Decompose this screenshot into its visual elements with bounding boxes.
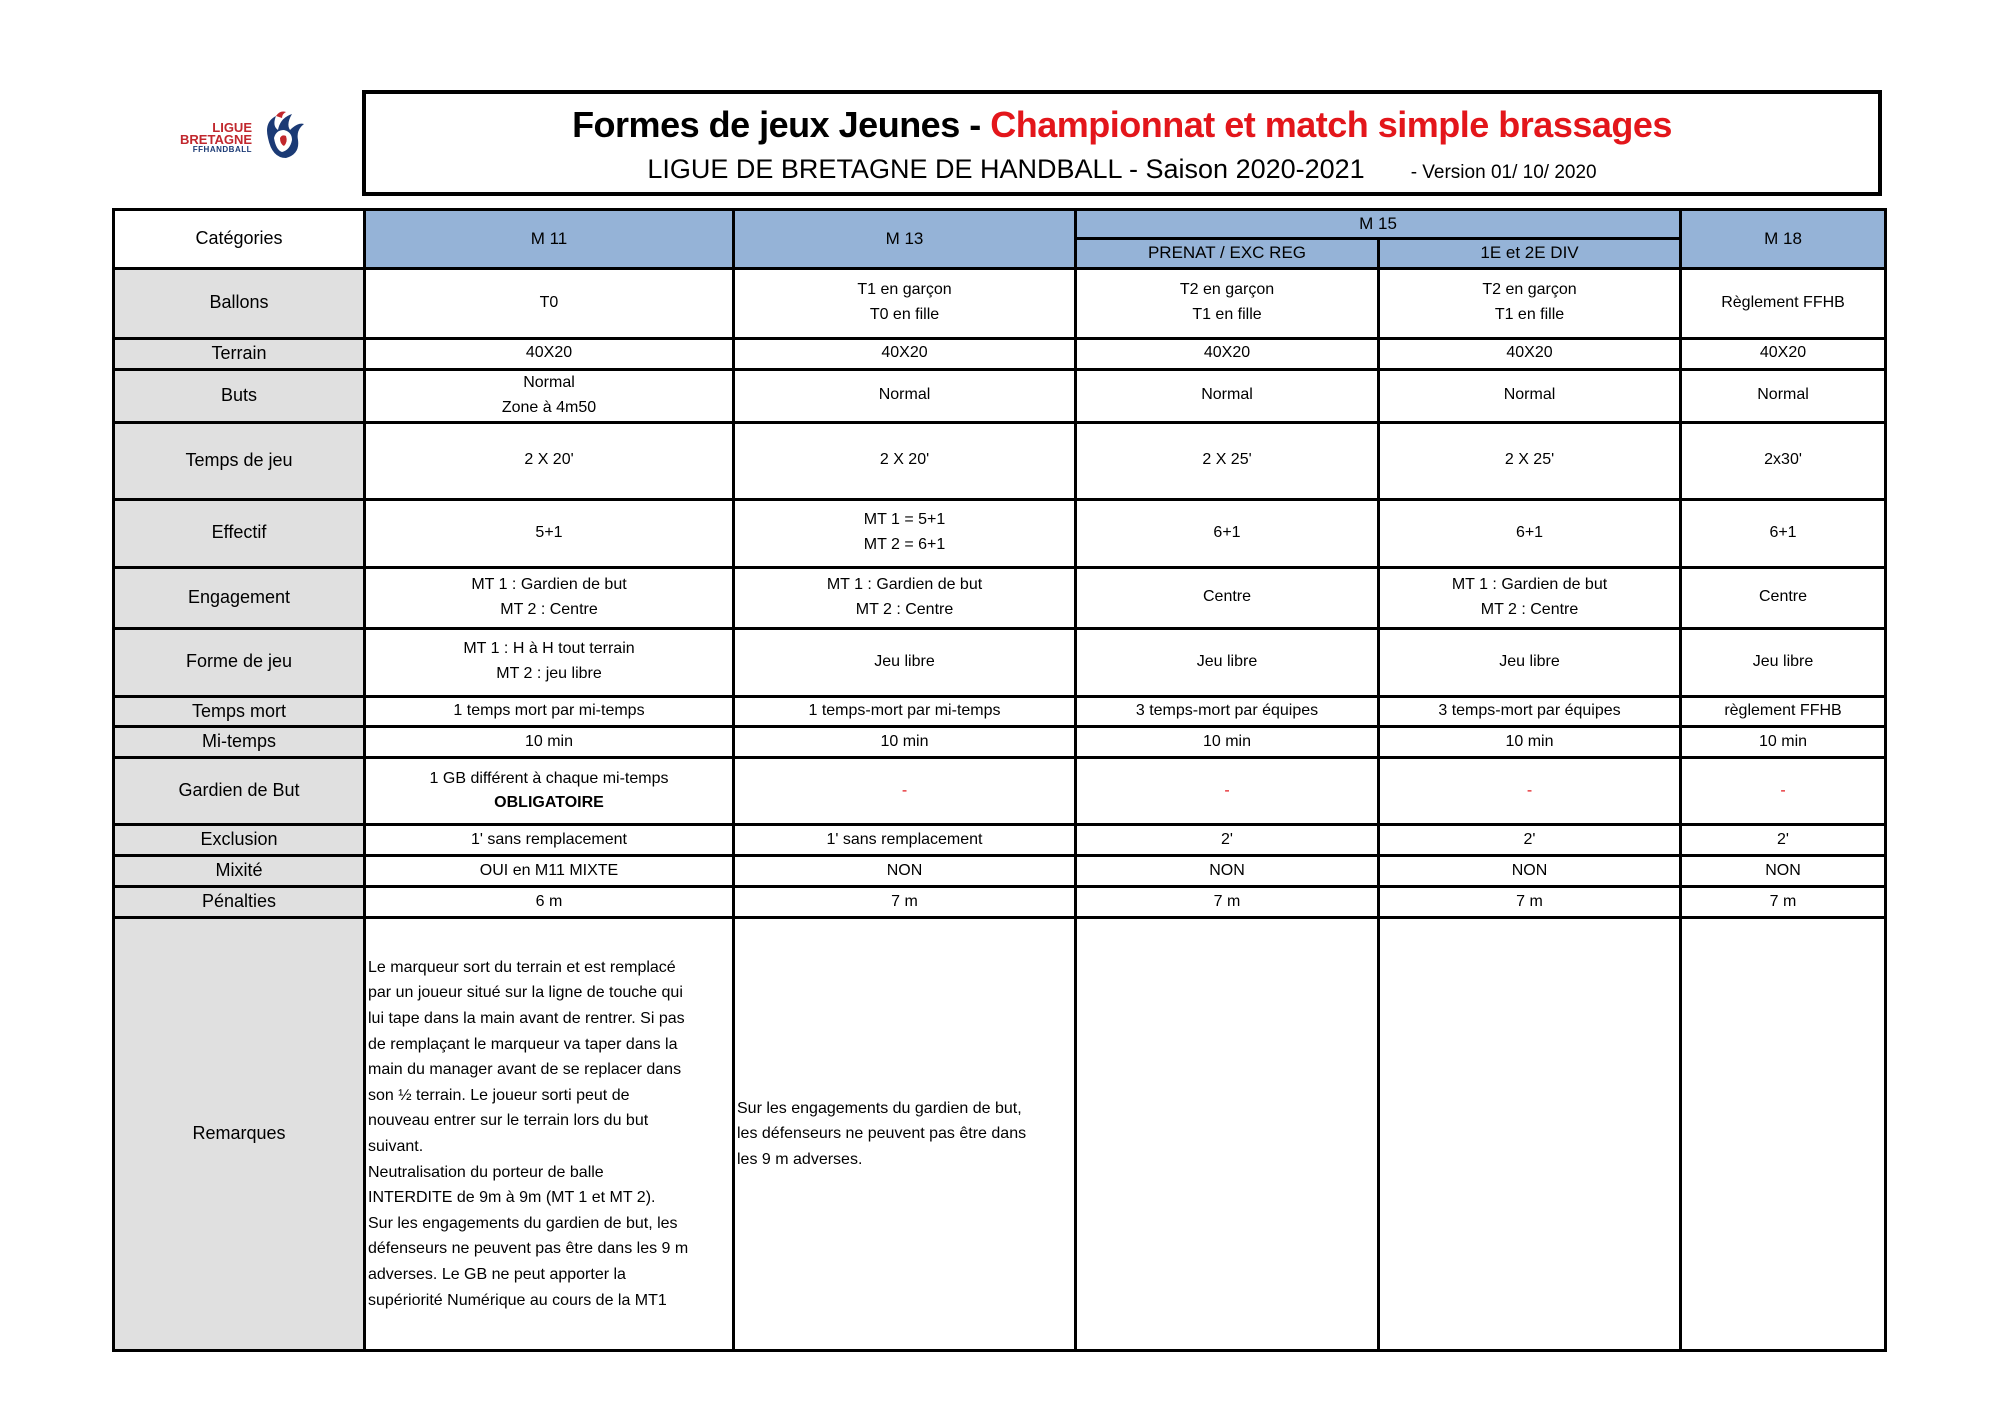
cell-m13: 10 min <box>734 727 1076 758</box>
row-label: Mixité <box>114 856 365 887</box>
cell-m15b: NON <box>1379 856 1681 887</box>
cell-m13: MT 1 = 5+1 MT 2 = 6+1 <box>734 499 1076 567</box>
cell-m18: Règlement FFHB <box>1681 268 1886 338</box>
cell-m15b: MT 1 : Gardien de but MT 2 : Centre <box>1379 567 1681 628</box>
table-row-ballons <box>114 268 1886 338</box>
cell-m13-remarks: Sur les engagements du gardien de but, les défenseurs ne peuvent pas être dans les 9 m adverses. <box>734 918 1076 1351</box>
row-label: Forme de jeu <box>114 628 365 696</box>
row-label: Temps mort <box>114 696 365 727</box>
table-row-mi-temps <box>114 727 1886 758</box>
cell-m18: 2x30' <box>1681 422 1886 499</box>
cell-m15b: 10 min <box>1379 727 1681 758</box>
cell-m15a-remarks <box>1076 918 1379 1351</box>
cell-m18: 2' <box>1681 825 1886 856</box>
cell-m15a: 10 min <box>1076 727 1379 758</box>
document-title <box>366 104 1878 146</box>
header-categories: Catégories <box>114 210 365 269</box>
cell-m11: OUI en M11 MIXTE <box>365 856 734 887</box>
cell-m15b: 3 temps-mort par équipes <box>1379 696 1681 727</box>
cell-m11: 2 X 20' <box>365 422 734 499</box>
row-label: Remarques <box>114 918 365 1351</box>
row-label: Ballons <box>114 268 365 338</box>
cell-m11: 6 m <box>365 887 734 918</box>
cell-m15a: 2' <box>1076 825 1379 856</box>
cell-m18: 40X20 <box>1681 338 1886 369</box>
row-label: Temps de jeu <box>114 422 365 499</box>
document-subtitle <box>366 154 1878 185</box>
table-row-forme-de-jeu <box>114 628 1886 696</box>
table-row-effectif <box>114 499 1886 567</box>
row-label: Effectif <box>114 499 365 567</box>
table-row-engagement <box>114 567 1886 628</box>
cell-m18: Jeu libre <box>1681 628 1886 696</box>
cell-m18: Normal <box>1681 369 1886 422</box>
table-row-penalties <box>114 887 1886 918</box>
cell-m15b: - <box>1379 758 1681 825</box>
rules-table <box>112 208 1887 1352</box>
header-m15-prenat: PRENAT / EXC REG <box>1076 239 1379 268</box>
cell-m11: MT 1 : Gardien de but MT 2 : Centre <box>365 567 734 628</box>
cell-m13: Jeu libre <box>734 628 1076 696</box>
cell-m15b: 6+1 <box>1379 499 1681 567</box>
title-red-part: Championnat et match simple brassages <box>990 104 1672 145</box>
row-label: Gardien de But <box>114 758 365 825</box>
table-row-remarques <box>114 918 1886 1351</box>
cell-m11: T0 <box>365 268 734 338</box>
cell-m15a: 2 X 25' <box>1076 422 1379 499</box>
logo-line-1: LIGUE <box>212 120 252 135</box>
cell-m18-remarks <box>1681 918 1886 1351</box>
cell-m18: 6+1 <box>1681 499 1886 567</box>
cell-m13: 2 X 20' <box>734 422 1076 499</box>
cell-m15b: 2' <box>1379 825 1681 856</box>
cell-m15a: NON <box>1076 856 1379 887</box>
cell-m13: T1 en garçon T0 en fille <box>734 268 1076 338</box>
cell-m18: Centre <box>1681 567 1886 628</box>
cell-m11: 10 min <box>365 727 734 758</box>
logo-line-3: FFHANDBALL <box>192 145 252 154</box>
cell-m11: 40X20 <box>365 338 734 369</box>
cell-m11: Normal Zone à 4m50 <box>365 369 734 422</box>
row-label: Pénalties <box>114 887 365 918</box>
cell-m18: 7 m <box>1681 887 1886 918</box>
table-header-row <box>114 210 1886 239</box>
logo-line-2: BRETAGNE <box>180 132 252 147</box>
cell-m11-remarks: Le marqueur sort du terrain et est remplacé par un joueur situé sur la ligne de touche qui lui tape dans la main avant de rentrer. Si pas de remplaçant le marqueur va taper dans la main du manager avant de se replacer dans son ½ terrain. Le joueur sorti peut de nouveau entrer sur le terrain lors du but suivant. Neutralisation du porteur de balle INTERDITE de 9m à 9m (MT 1 et MT 2). Sur les engagements du gardien de but, les défenseurs ne peuvent pas être dans les 9 m adverses. Le GB ne peut apporter la supériorité Numérique au cours de la MT1 <box>365 918 734 1351</box>
row-label: Exclusion <box>114 825 365 856</box>
cell-m15a: T2 en garçon T1 en fille <box>1076 268 1379 338</box>
cell-m13: NON <box>734 856 1076 887</box>
cell-m11: 1' sans remplacement <box>365 825 734 856</box>
cell-m11: 1 GB différent à chaque mi-temps OBLIGATOIRE <box>365 758 734 825</box>
cell-m15b: 2 X 25' <box>1379 422 1681 499</box>
cell-m15b: T2 en garçon T1 en fille <box>1379 268 1681 338</box>
table-row-buts <box>114 369 1886 422</box>
cell-m15a: 6+1 <box>1076 499 1379 567</box>
cell-m11: 5+1 <box>365 499 734 567</box>
cell-m18: NON <box>1681 856 1886 887</box>
version-text: - Version 01/ 10/ 2020 <box>1410 162 1597 183</box>
row-label: Buts <box>114 369 365 422</box>
ligue-bretagne-logo <box>158 104 308 164</box>
cell-m15b: Jeu libre <box>1379 628 1681 696</box>
cell-m13: 1 temps-mort par mi-temps <box>734 696 1076 727</box>
cell-m13: - <box>734 758 1076 825</box>
header-m15: M 15 <box>1076 210 1681 239</box>
row-label: Mi-temps <box>114 727 365 758</box>
cell-m15a: 40X20 <box>1076 338 1379 369</box>
cell-m15b: 7 m <box>1379 887 1681 918</box>
cell-m18: règlement FFHB <box>1681 696 1886 727</box>
header-m18: M 18 <box>1681 210 1886 269</box>
cell-m15b-remarks <box>1379 918 1681 1351</box>
table-row-gardien <box>114 758 1886 825</box>
cell-m18: - <box>1681 758 1886 825</box>
row-label: Engagement <box>114 567 365 628</box>
rooster-icon <box>258 108 306 160</box>
cell-m13: 40X20 <box>734 338 1076 369</box>
cell-m15a: 3 temps-mort par équipes <box>1076 696 1379 727</box>
table-row-mixite <box>114 856 1886 887</box>
table-row-temps-mort <box>114 696 1886 727</box>
header-m13: M 13 <box>734 210 1076 269</box>
title-black-part: Formes de jeux Jeunes - <box>572 104 991 145</box>
cell-m15a: Normal <box>1076 369 1379 422</box>
title-box <box>362 90 1882 196</box>
header-m11: M 11 <box>365 210 734 269</box>
table-row-temps-de-jeu <box>114 422 1886 499</box>
cell-m18: 10 min <box>1681 727 1886 758</box>
row-label: Terrain <box>114 338 365 369</box>
table-row-terrain <box>114 338 1886 369</box>
cell-m15a: - <box>1076 758 1379 825</box>
cell-m11: MT 1 : H à H tout terrain MT 2 : jeu libre <box>365 628 734 696</box>
cell-m15b: Normal <box>1379 369 1681 422</box>
cell-m13: Normal <box>734 369 1076 422</box>
subtitle-text: LIGUE DE BRETAGNE DE HANDBALL - Saison 2020-2021 <box>647 154 1365 184</box>
cell-m11: 1 temps mort par mi-temps <box>365 696 734 727</box>
cell-m15a: Centre <box>1076 567 1379 628</box>
cell-m15b: 40X20 <box>1379 338 1681 369</box>
cell-m15a: 7 m <box>1076 887 1379 918</box>
cell-m13: 1' sans remplacement <box>734 825 1076 856</box>
cell-m13: 7 m <box>734 887 1076 918</box>
cell-m15a: Jeu libre <box>1076 628 1379 696</box>
cell-m13: MT 1 : Gardien de but MT 2 : Centre <box>734 567 1076 628</box>
table-row-exclusion <box>114 825 1886 856</box>
header-m15-div: 1E et 2E DIV <box>1379 239 1681 268</box>
